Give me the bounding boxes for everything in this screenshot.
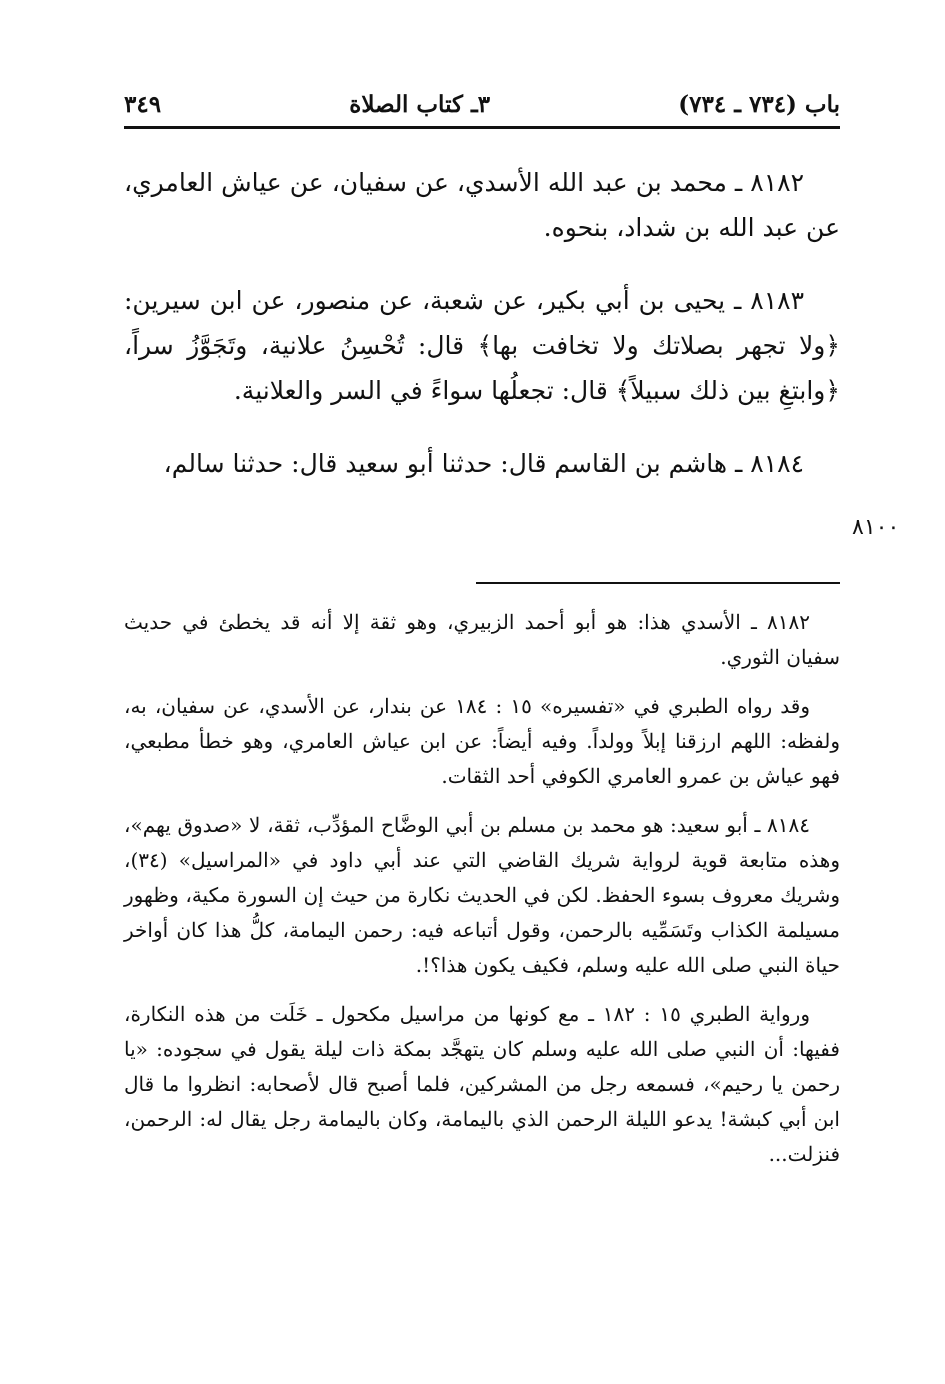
footnotes	[124, 605, 840, 1186]
footnote-8184: ٨١٨٤ ـ أبو سعيد: هو محمد بن مسلم بن أبي الوضَّاح المؤدِّب، ثقة، لا «صدوق يهم»، وهذه متابعة قوية لرواية شريك القاضي التي عند أبي داود في «المراسيل» (٣٤)، وشريك معروف بسوء الحفظ. لكن في الحديث نكارة من حيث إن السورة مكية، وظهور مسيلمة الكذاب وتَسَمِّيه بالرحمن، وقول أتباعه فيه: رحمن اليمامة، كلُّ هذا كان أواخر حياة النبي صلى الله عليه وسلم، فكيف يكون هذا؟!.	[124, 813, 840, 977]
hadith-8182: ٨١٨٢ ـ محمد بن عبد الله الأسدي، عن سفيان، عن عياش العامري، عن عبد الله بن شداد، بنحوه.	[124, 168, 840, 242]
margin-number: ٨١٠٠	[852, 515, 900, 540]
footnote-8182: ٨١٨٢ ـ الأسدي هذا: هو أبو أحمد الزبيري، وهو ثقة إلا أنه قد يخطئ في حديث سفيان الثوري.	[124, 610, 840, 669]
page-number: ٣٤٩	[124, 90, 162, 118]
book-title: ٣ـ كتاب الصلاة	[349, 90, 491, 118]
chapter-title: باب (٧٣٤ ـ ٧٣٤)	[678, 90, 840, 118]
main-text	[124, 160, 840, 514]
footnote-8182-tabari: وقد رواه الطبري في «تفسيره» ١٥ : ١٨٤ عن بندار، عن الأسدي، عن سفيان، به، ولفظه: اللهم ارزقنا إبلاً وولداً. وفيه أيضاً: عن ابن عياش العامري، وهو خطأ مطبعي، فهو عياش بن عمرو العامري الكوفي أحد الثقات.	[124, 694, 840, 788]
footnote-divider	[476, 582, 840, 584]
page-header	[124, 84, 840, 124]
header-divider	[124, 126, 840, 129]
footnote-8184-tabari: ورواية الطبري ١٥ : ١٨٢ ـ مع كونها من مراسيل مكحول ـ خَلَت من هذه النكارة، ففيها: أن النبي صلى الله عليه وسلم كان يتهجَّد بمكة ذات ليلة يقول في سجوده: «يا رحمن يا رحيم»، فسمعه رجل من المشركين، فلما أصبح قال لأصحابه: انظروا ما قال ابن أبي كبشة! يدعو الليلة الرحمن الذي باليمامة، وكان باليمامة رجل يقال له: الرحمن، فنزلت...	[124, 1002, 840, 1166]
hadith-8183: ٨١٨٣ ـ يحيى بن أبي بكير، عن شعبة، عن منصور، عن ابن سيرين: ﴿ولا تجهر بصلاتك ولا تخافت بها﴾ قال: تُحْسِنُ علانية، وتَجَوَّزُ سراً، ﴿وابتغِ بين ذلك سبيلاً﴾ قال: تجعلُها سواءً في السر والعلانية.	[124, 286, 840, 405]
hadith-8184: ٨١٨٤ ـ هاشم بن القاسم قال: حدثنا أبو سعيد قال: حدثنا سالم،	[163, 449, 804, 478]
